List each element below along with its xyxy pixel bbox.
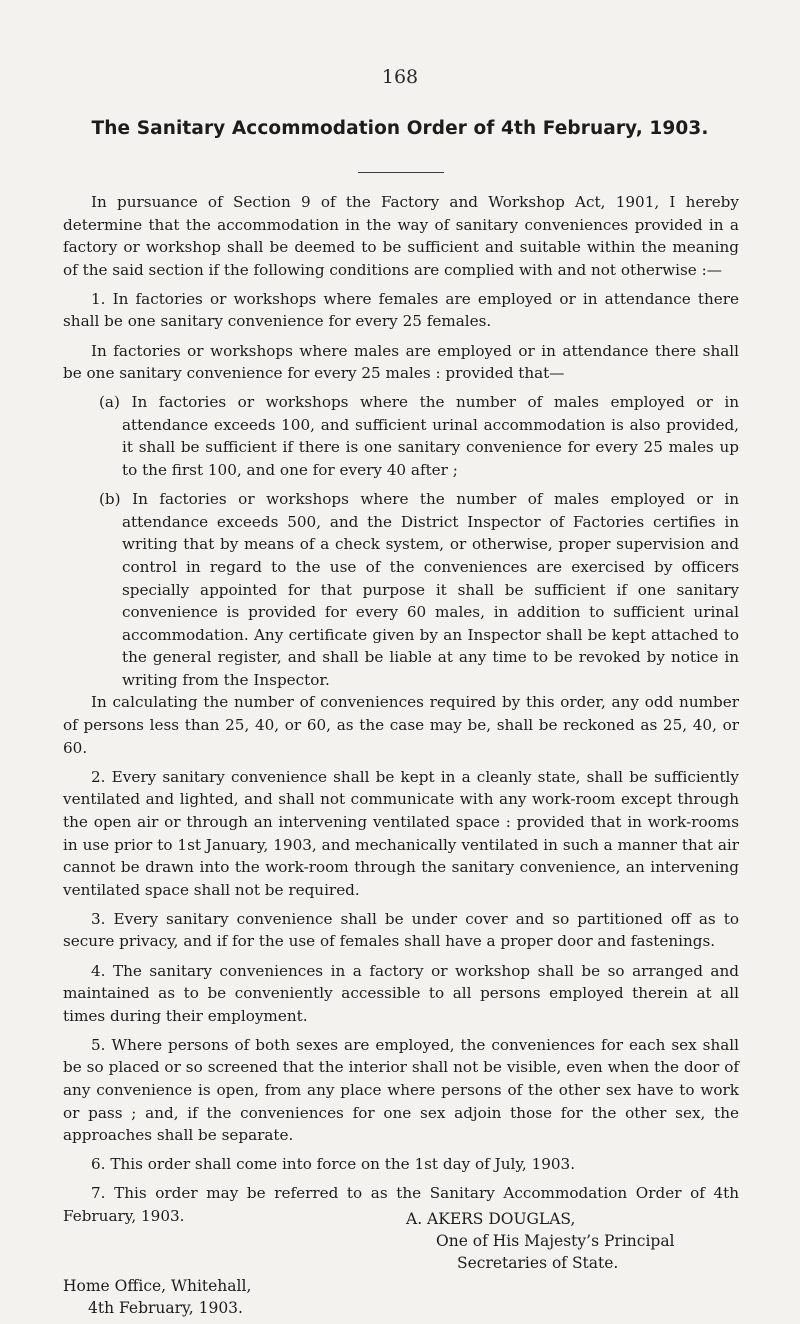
order-body bbox=[63, 191, 739, 1228]
clause-1a bbox=[63, 391, 739, 481]
title-divider bbox=[358, 172, 444, 173]
clause-1b-label: (b) bbox=[99, 490, 121, 509]
office-location: Home Office, Whitehall, bbox=[63, 1277, 252, 1295]
document-title: The Sanitary Accommodation Order of 4th February, 1903. bbox=[91, 118, 709, 139]
clause-1-males: In factories or workshops where males are employed or in attendance there shall be one sanitary convenience for every 25 males : provided that— bbox=[63, 341, 739, 383]
clause-1a-text: In factories or workshops where the number of males employed or in attendance exceeds 100, and sufficient urinal accommodation is also provided, it shall be sufficient if there is one sanitary convenience for every 25 males up to the first 100, and one for every 40 after ; bbox=[122, 393, 740, 480]
signatory-title-line-1: One of His Majesty’s Principal bbox=[436, 1232, 675, 1250]
issuing-office bbox=[63, 1275, 251, 1319]
signatory-title-line-2: Secretaries of State. bbox=[457, 1254, 619, 1272]
issue-date: 4th February, 1903. bbox=[88, 1299, 243, 1317]
clause-4: 4. The sanitary conveniences in a factory or workshop shall be so arranged and maintained as to be conveniently accessible to all persons employed therein at all times during their employment. bbox=[63, 961, 739, 1025]
clause-1-females: 1. In factories or workshops where females are employed or in attendance there shall be one sanitary convenience for every 25 females. bbox=[63, 289, 739, 331]
page-number: 168 bbox=[381, 66, 419, 88]
intro-paragraph: In pursuance of Section 9 of the Factory and Workshop Act, 1901, I hereby determine that the accommodation in the way of sanitary conveniences provided in a factory or workshop shall be deemed to be sufficient and suitable within the meaning of the said section if the following conditions are complied with and not otherwise :— bbox=[63, 193, 739, 279]
signature-block bbox=[0, 1208, 800, 1274]
clause-1b bbox=[63, 488, 739, 691]
clause-5: 5. Where persons of both sexes are employed, the conveniences for each sex shall be so placed or so screened that the interior shall not be visible, even when the door of any convenience is open, from any place where persons of the other sex have to work or pass ; and, if the conveniences for one sex adjoin those for the other sex, the approaches shall be separate. bbox=[63, 1035, 739, 1145]
clause-1-calculation: In calculating the number of conveniences required by this order, any odd number of persons less than 25, 40, or 60, as the case may be, shall be reckoned as 25, 40, or 60. bbox=[63, 693, 739, 757]
clause-6: 6. This order shall come into force on the 1st day of July, 1903. bbox=[91, 1155, 576, 1174]
clause-2: 2. Every sanitary convenience shall be kept in a cleanly state, shall be sufficiently ventilated and lighted, and shall not communicate with any work-room except through the open air or through an intervening ventilated space : provided that in work-rooms in use prior to 1st January, 1903, and mechanically ventilated in such a manner that air cannot be drawn into the work-room through the sanitary convenience, an intervening ventilated space shall not be required. bbox=[63, 767, 739, 899]
signatory-name: A. AKERS DOUGLAS, bbox=[406, 1210, 576, 1228]
clause-1a-label: (a) bbox=[99, 393, 120, 412]
clause-1b-text: In factories or workshops where the number of males employed or in attendance exceeds 500, and the District Inspector of Factories certifies in writing that by means of a check system, or otherwise, proper supervision and control in regard to the use of the conveniences are exercised by officers specially appointed for that purpose it shall be sufficient if one sanitary convenience is provided for every 60 males, in addition to sufficient urinal accommodation. Any certificate given by an Inspector shall be kept attached to the general register, and shall be liable at any time to be revoked by notice in writing from the Inspector. bbox=[122, 490, 739, 689]
clause-3: 3. Every sanitary convenience shall be under cover and so partitioned off as to secure privacy, and if for the use of females shall have a proper door and fastenings. bbox=[63, 909, 739, 951]
clause-7: 7. This order may be referred to as the Sanitary Accommodation Order of 4th February, 1903. bbox=[63, 1184, 739, 1225]
